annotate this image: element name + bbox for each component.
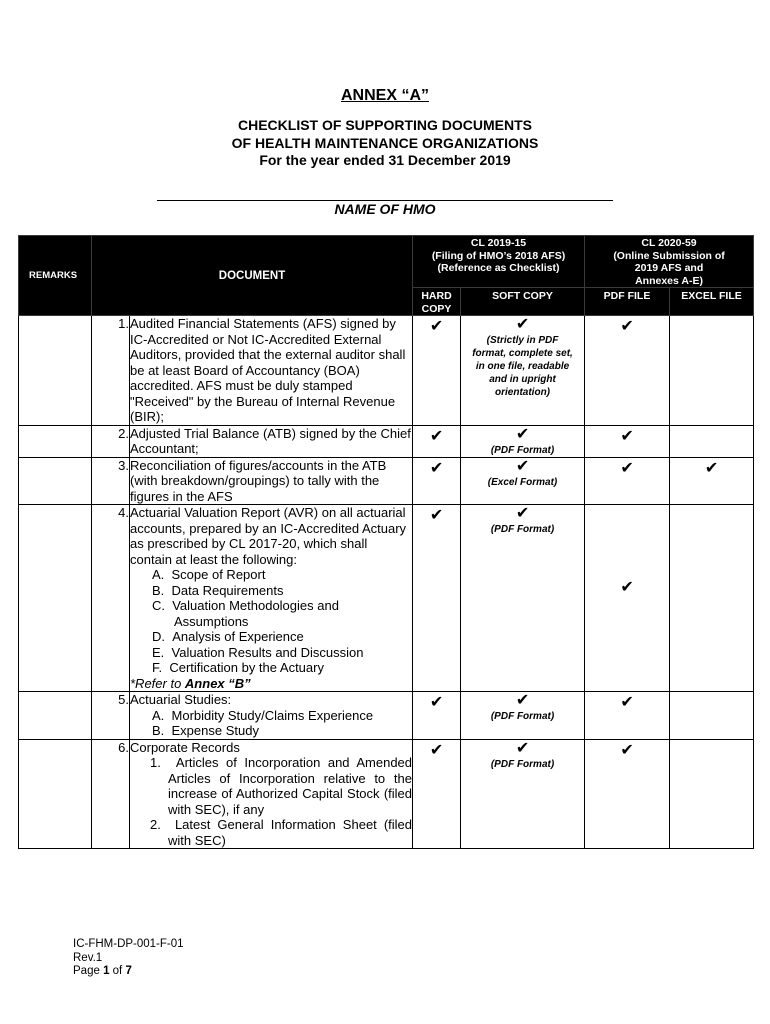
document-cell: [130, 739, 413, 849]
page-number: [73, 965, 184, 979]
header-pdf-file: PDF FILE: [585, 288, 670, 316]
excel-file-cell: [670, 739, 754, 849]
title-line-2: OF HEALTH MAINTENANCE ORGANIZATIONS: [231, 134, 539, 151]
sub-item-list: [130, 708, 412, 739]
header-hard-line-1: HARD: [421, 290, 452, 302]
document-text: Corporate Records: [130, 739, 240, 755]
soft-copy-checkmark: ✔: [515, 457, 530, 475]
name-of-hmo-label: NAME OF HMO: [334, 201, 436, 217]
remarks-cell: [19, 505, 92, 692]
soft-copy-note: (Strictly in PDF format, complete set, in one file, readable and in upright orientation): [472, 335, 573, 398]
list-item: 2. Latest General Information Sheet (filed with SEC): [150, 817, 413, 848]
excel-file-cell: [670, 425, 754, 457]
sub-item-list: [130, 567, 412, 676]
soft-copy-checkmark: ✔: [515, 739, 530, 757]
soft-copy-cell: [461, 457, 585, 505]
table-row: [19, 316, 754, 426]
soft-copy-note: (PDF Format): [490, 524, 555, 535]
table-row: [19, 457, 754, 505]
hard-copy-checkmark: ✔: [413, 692, 461, 740]
annex-title: ANNEX “A”: [340, 87, 429, 104]
header-cl2019-line-3: (Reference as Checklist): [437, 262, 560, 274]
header-cl2020-line-2: (Online Submission of: [613, 249, 725, 262]
annex-reference: [130, 676, 412, 692]
annex-reference-bold: Annex “B”: [184, 675, 251, 691]
document-text-continued: as prescribed by CL 2017-20, which shall contain at least the following:: [130, 536, 368, 567]
table-row: [19, 425, 754, 457]
list-item: 1. Articles of Incorporation and Amended Articles of Incorporation relative to the increase of Authorized Capital Stock (filed with SEC), if any: [150, 755, 413, 817]
header-document: DOCUMENT: [92, 236, 413, 316]
remarks-cell: [19, 425, 92, 457]
header-cl2020-line-4: Annexes A-E): [635, 274, 703, 287]
list-item: E. Valuation Results and Discussion: [152, 644, 364, 660]
form-code: IC-FHM-DP-001-F-01: [73, 938, 184, 950]
soft-copy-checkmark: ✔: [515, 316, 530, 333]
pdf-file-checkmark: ✔: [585, 692, 670, 740]
excel-file-checkmark: ✔: [670, 457, 754, 505]
soft-copy-checkmark: ✔: [515, 692, 530, 709]
row-number: 1.: [92, 316, 130, 426]
header-cl2020-line-1: CL 2020-59: [641, 237, 697, 249]
header-cl2019-line-2: (Filing of HMO’s 2018 AFS): [431, 249, 566, 262]
header-remarks: REMARKS: [19, 236, 92, 316]
remarks-cell: [19, 739, 92, 849]
list-item: B. Data Requirements: [152, 582, 284, 598]
sub-item-list: [130, 755, 412, 848]
header-soft-copy: SOFT COPY: [461, 288, 585, 316]
header-hard-line-2: COPY: [421, 302, 452, 315]
row-number: 5.: [92, 692, 130, 740]
soft-copy-note: (PDF Format): [490, 758, 555, 770]
list-item: D. Analysis of Experience: [152, 629, 304, 644]
excel-file-cell: [670, 316, 754, 426]
hard-copy-checkmark: ✔: [413, 457, 461, 505]
row-number: 3.: [92, 457, 130, 505]
pdf-file-checkmark: ✔: [585, 316, 670, 426]
document-text: Actuarial Valuation Report (AVR) on all actuarial accounts, prepared by an IC-Accredited Actuary: [130, 505, 407, 536]
header-hard-copy: [413, 288, 461, 316]
document-cell: [130, 692, 413, 740]
list-item: C. Valuation Methodologies and Assumptions: [152, 598, 339, 629]
title-line-1: CHECKLIST OF SUPPORTING DOCUMENTS: [237, 117, 532, 133]
table-row: [19, 739, 754, 849]
soft-copy-note: (Excel Format): [487, 476, 558, 488]
revision: Rev.1: [73, 951, 103, 964]
remarks-cell: [19, 457, 92, 505]
hard-copy-checkmark: ✔: [413, 316, 461, 426]
list-item: F. Certification by the Actuary: [152, 660, 324, 675]
page-total: 7: [125, 965, 132, 977]
hard-copy-checkmark: ✔: [413, 425, 461, 457]
document-cell: Adjusted Trial Balance (ATB) signed by the Chief Accountant;: [130, 425, 411, 456]
soft-copy-cell: [461, 425, 585, 457]
hard-copy-checkmark: ✔: [413, 739, 461, 849]
header-cl2019-line-1: CL 2019-15: [470, 237, 527, 249]
header-cl-2019-15: [413, 236, 585, 288]
document-title: [0, 117, 770, 170]
header-cl-2020-59: [585, 236, 754, 288]
table-row: [19, 692, 754, 740]
page-prefix: Page: [73, 965, 104, 977]
hard-copy-checkmark: ✔: [413, 505, 461, 692]
remarks-cell: [19, 316, 92, 426]
excel-file-cell: [670, 505, 754, 692]
title-line-3: For the year ended 31 December 2019: [259, 152, 511, 168]
row-number: 2.: [92, 425, 130, 457]
row-number: 6.: [92, 739, 130, 849]
page-current: 1: [103, 965, 110, 977]
remarks-cell: [19, 692, 92, 740]
pdf-file-checkmark: ✔: [585, 739, 670, 849]
annex-reference-prefix: *Refer to: [130, 675, 185, 691]
table-row: [19, 505, 754, 692]
list-item: A. Scope of Report: [152, 567, 266, 582]
excel-file-cell: [670, 692, 754, 740]
row-number: 4.: [92, 505, 130, 692]
pdf-file-checkmark: ✔: [585, 457, 670, 505]
header-cl2020-line-3: 2019 AFS and: [634, 262, 704, 274]
pdf-file-checkmark: ✔: [585, 505, 670, 692]
document-cell: [130, 505, 413, 692]
document-cell: Audited Financial Statements (AFS) signed by IC-Accredited or Not IC-Accredited External Auditors, provided that the external auditor shall be at least Board of Accountancy (BOA) accredited. AFS must be duly stamped "Received" by the Bureau of Internal Revenue (BIR);: [130, 316, 413, 426]
soft-copy-checkmark: ✔: [515, 425, 530, 443]
soft-copy-note: (PDF Format): [490, 711, 555, 722]
soft-copy-cell: [461, 316, 585, 426]
list-item: B. Expense Study: [152, 723, 259, 738]
soft-copy-cell: [461, 739, 585, 849]
soft-copy-cell: [461, 692, 585, 740]
pdf-file-checkmark: ✔: [585, 425, 670, 457]
soft-copy-cell: [461, 505, 585, 692]
header-excel-file: EXCEL FILE: [670, 288, 754, 316]
page-of: of: [109, 965, 126, 977]
checklist-table: [18, 235, 754, 849]
soft-copy-note: (PDF Format): [490, 444, 555, 456]
list-item: A. Morbidity Study/Claims Experience: [152, 707, 374, 723]
page-footer: [73, 938, 184, 979]
document-text: Actuarial Studies:: [130, 692, 232, 707]
document-cell: Reconciliation of figures/accounts in the ATB (with breakdown/groupings) to tally with the figures in the AFS: [130, 457, 413, 505]
soft-copy-checkmark: ✔: [515, 505, 530, 522]
